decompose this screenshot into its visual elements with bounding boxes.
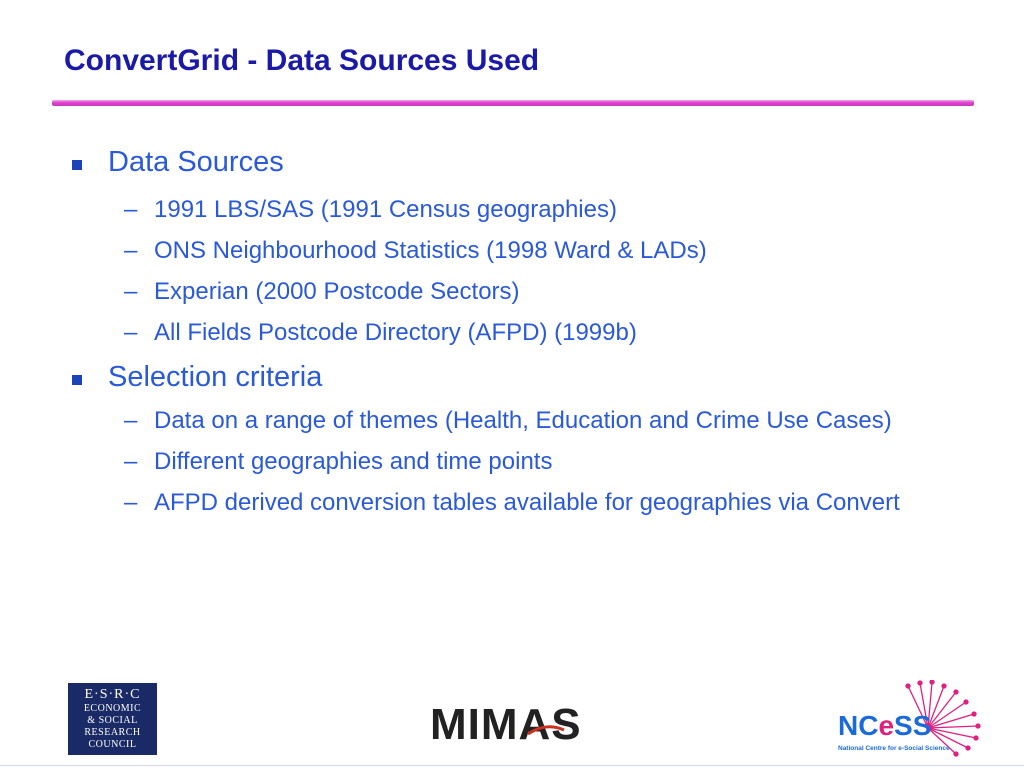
bullet-item: [0, 146, 1024, 182]
footer-divider: [0, 765, 1024, 766]
sub-bullet: – Experian (2000 Postcode Sectors): [124, 278, 520, 305]
sub-bullet: – All Fields Postcode Directory (AFPD) (1999b): [124, 319, 637, 346]
mimas-swoosh-icon: [526, 724, 566, 738]
square-bullet-icon: [72, 375, 82, 385]
title-divider: [52, 100, 974, 106]
esrc-logo: E·S·R·C ECONOMIC & SOCIAL RESEARCH COUNCIL: [68, 683, 157, 755]
ncess-wordmark: NCeSS: [838, 710, 932, 741]
sub-bullet: – Different geographies and time points: [124, 448, 553, 475]
sub-bullet: – ONS Neighbourhood Statistics (1998 Ward & LADs): [124, 237, 707, 264]
ncess-logo: [836, 680, 986, 760]
sub-bullet: – Data on a range of themes (Health, Education and Crime Use Cases): [124, 407, 892, 434]
mimas-logo: [430, 700, 590, 750]
bullet-label: Selection criteria: [108, 361, 323, 393]
bullet-label: Data Sources: [108, 146, 284, 178]
sub-bullet: – 1991 LBS/SAS (1991 Census geographies): [124, 196, 617, 223]
sub-bullet: – AFPD derived conversion tables available for geographies via Convert: [124, 489, 900, 516]
bullet-section-data-sources: [0, 146, 1024, 349]
slide-title: ConvertGrid - Data Sources Used: [64, 44, 540, 77]
bullet-section-selection-criteria: [0, 361, 1024, 519]
mimas-wordmark: MIMAS: [430, 700, 582, 749]
bullet-item: [0, 361, 1024, 397]
square-bullet-icon: [72, 160, 82, 170]
ncess-subtitle: National Centre for e-Social Science: [838, 745, 950, 752]
